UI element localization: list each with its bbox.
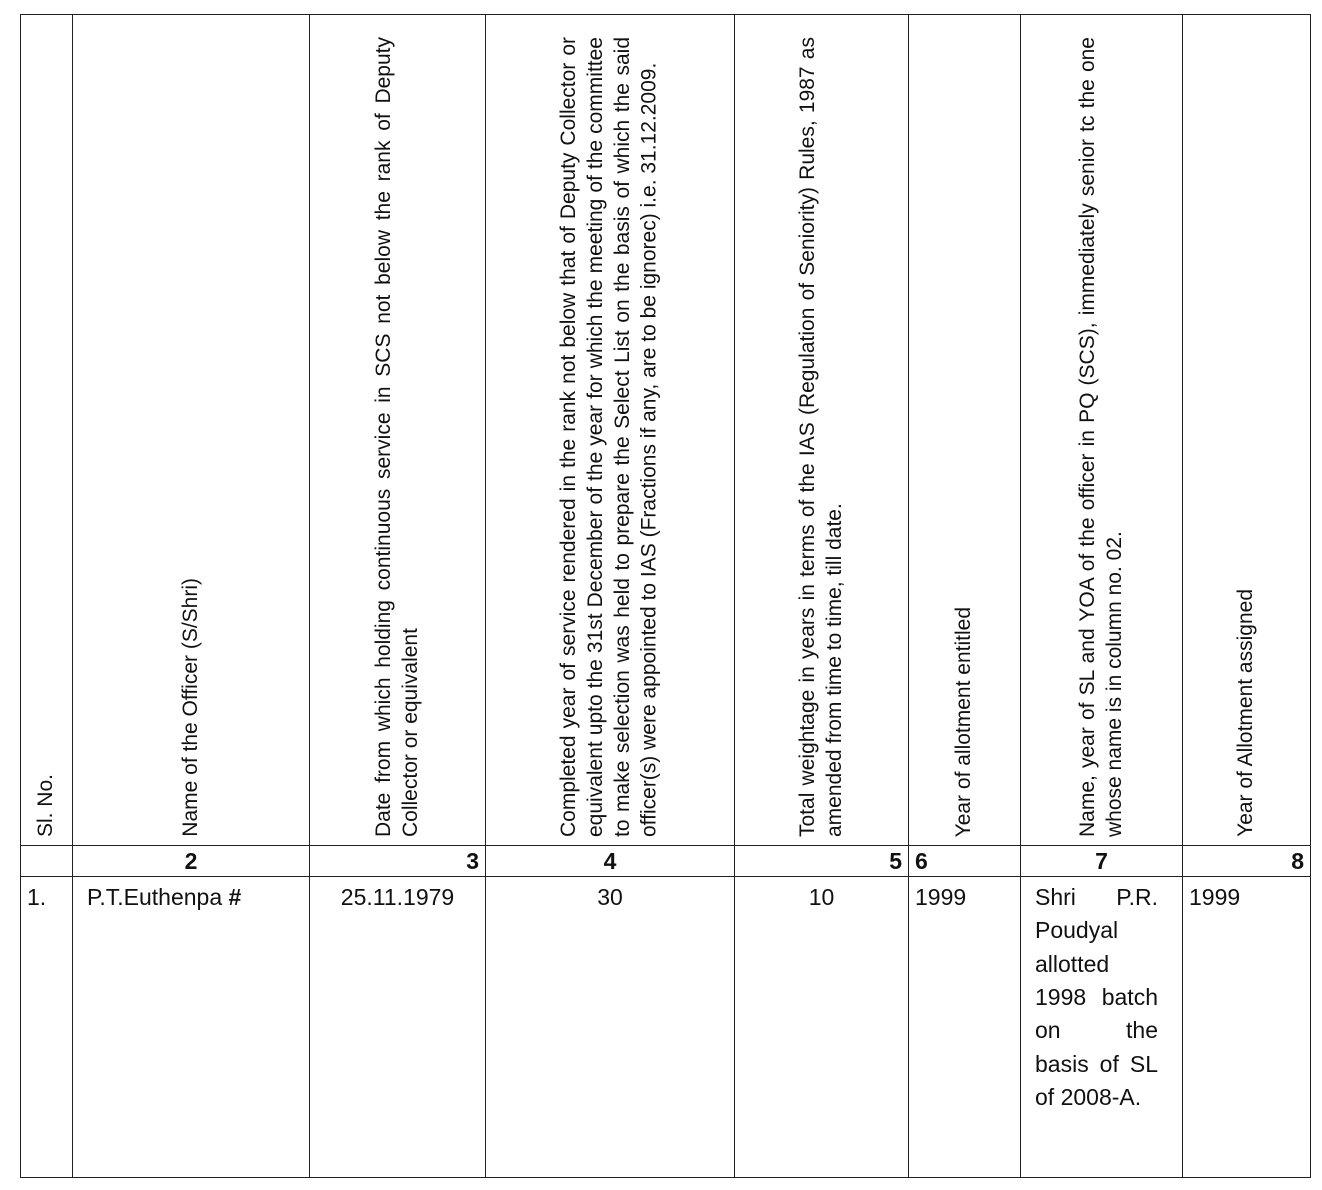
cell-officer-name	[73, 877, 310, 1178]
cell-completed-year: 30	[486, 877, 735, 1178]
column-number: 8	[1183, 846, 1311, 877]
cell-year-assigned: 1999	[1183, 877, 1311, 1178]
column-number: 6	[909, 846, 1021, 877]
table-row	[21, 877, 1311, 1178]
header-date-from: Date from which holding continuous service in SCS not below the rank of Deputy Collector or equivalent	[310, 15, 486, 846]
header-year-assigned: Year of Allotment assigned	[1183, 15, 1311, 846]
allotment-table	[20, 14, 1311, 1178]
cell-date-from: 25.11.1979	[310, 877, 486, 1178]
column-number: 3	[310, 846, 486, 877]
header-row	[21, 15, 1311, 846]
officer-name-mark: #	[228, 884, 242, 910]
cell-year-entitled: 1999	[909, 877, 1021, 1178]
column-number	[21, 846, 73, 877]
cell-total-weightage: 10	[735, 877, 909, 1178]
column-number: 4	[486, 846, 735, 877]
column-number: 7	[1021, 846, 1183, 877]
header-total-weightage: Total weightage in years in terms of the IAS (Regulation of Seniority) Rules, 1987 as amended from time to time, till date.	[735, 15, 909, 846]
header-year-entitled: Year of allotment entitled	[909, 15, 1021, 846]
header-name-year-sl: Name, year of SL and YOA of the officer in PQ (SCS), immediately senior tc the one whose name is in column no. 02.	[1021, 15, 1183, 846]
column-number: 5	[735, 846, 909, 877]
header-completed-year: Completed year of service rendered in the rank not below that of Deputy Collector or equivalent upto the 31st December of the year for which the meeting of the committee to make selection was held to prepare the Select List on the basis of which the said officer(s) were appointed to IAS (Fractions if any, are to be ignorec) i.e. 31.12.2009.	[486, 15, 735, 846]
header-name: Name of the Officer (S/Shri)	[73, 15, 310, 846]
officer-name: P.T.Euthenpa	[87, 884, 223, 910]
column-number: 2	[73, 846, 310, 877]
cell-sl-no: 1.	[21, 877, 73, 1178]
header-sl-no: Sl. No.	[21, 15, 73, 846]
cell-senior-officer: Shri P.R. Poudyal allotted 1998 batch on the basis of SL of 2008-A.	[1021, 877, 1183, 1178]
column-number-row	[21, 846, 1311, 877]
